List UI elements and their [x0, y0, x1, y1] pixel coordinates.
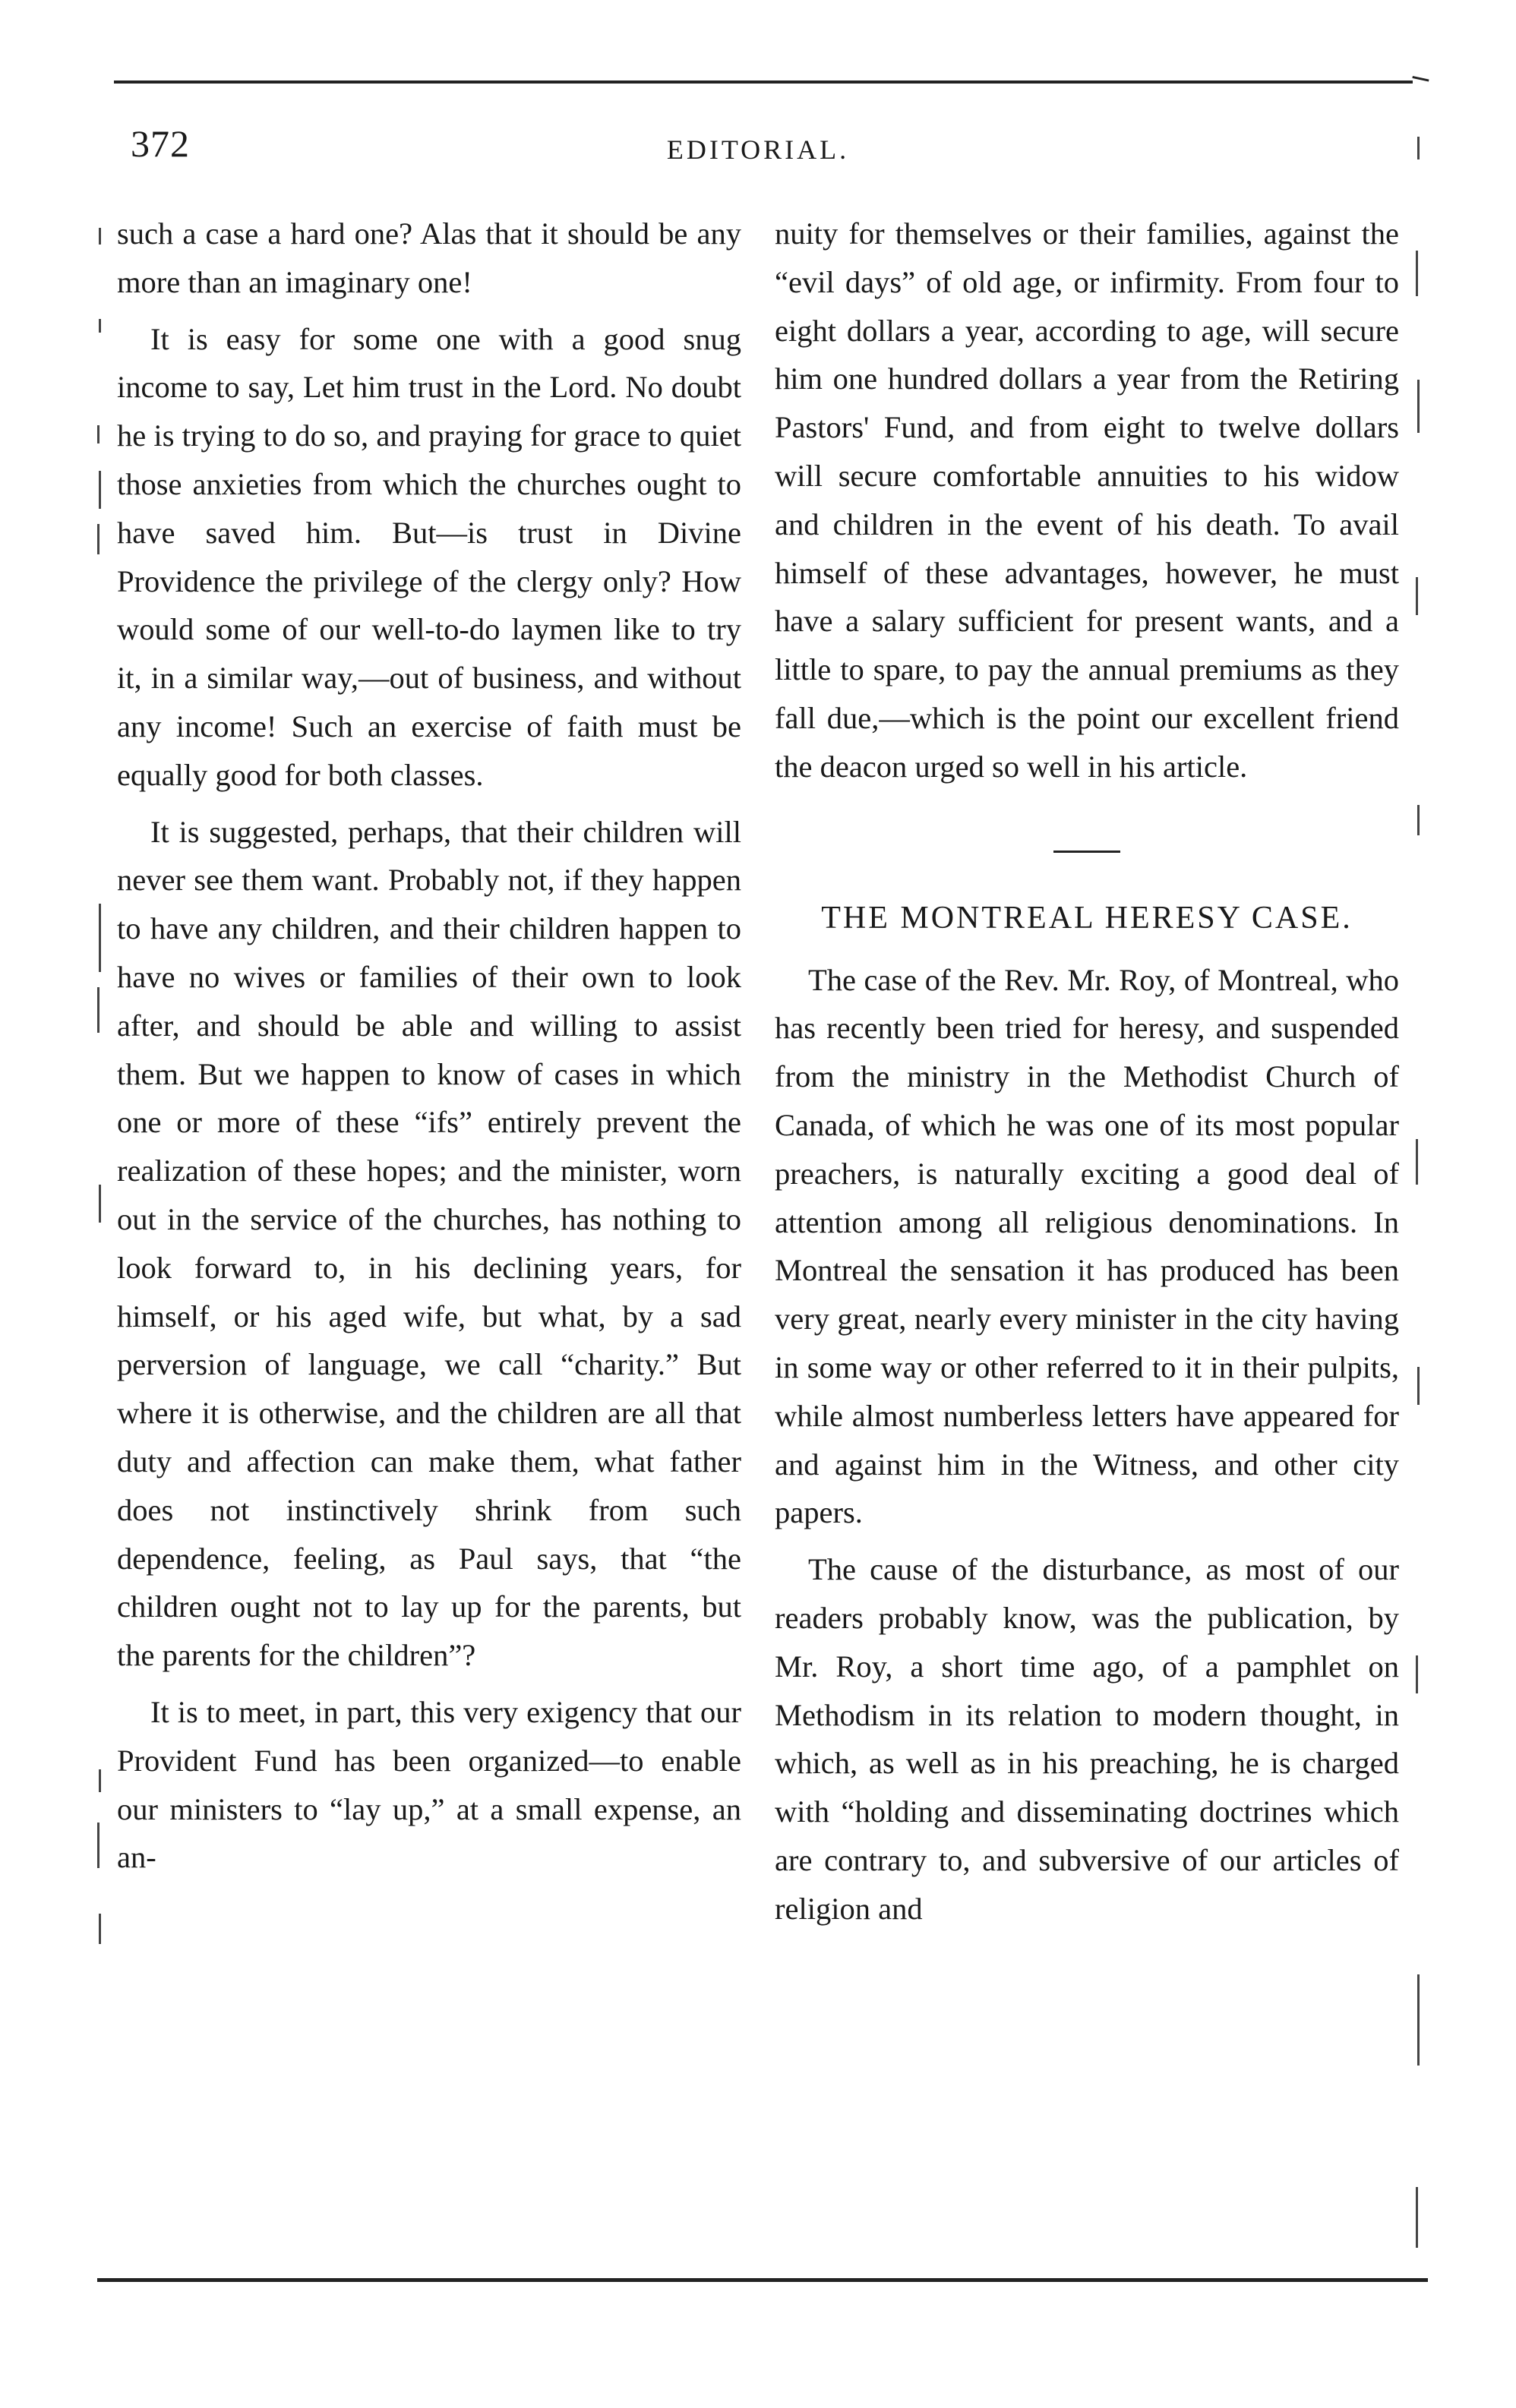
left-column	[117, 210, 741, 1882]
scan-mark	[99, 471, 101, 509]
scan-mark	[1417, 1974, 1420, 2066]
scan-mark	[97, 1823, 99, 1868]
scan-mark	[99, 1769, 101, 1792]
paragraph: such a case a hard one? Alas that it should be any more than an imaginary one!	[117, 216, 741, 299]
paragraph: The case of the Rev. Mr. Roy, of Montreal, who has recently been tried for heresy, and suspended from the ministry in the Methodist Church of Canada, of which he was one of its most popular preachers, is naturally exciting a good deal of attention among all religious denominations. In Montreal the sensation it has produced has been very great, nearly every minister in the city having in some way or other referred to it in their pulpits, while almost numberless letters have appeared for and against him in the Witness, and other city papers.	[775, 962, 1399, 1530]
section-divider	[1053, 851, 1120, 853]
scan-mark	[1416, 1655, 1418, 1693]
section-heading: THE MONTREAL HERESY CASE.	[821, 900, 1353, 936]
top-rule-flourish	[1410, 76, 1429, 92]
running-title: EDITORIAL.	[666, 134, 850, 165]
paragraph: It is easy for some one with a good snug income to say, Let him trust in the Lord. No doubt he is trying to do so, and praying for grace to quiet those anxieties from which the churches ought to have saved him. But—is trust in Divine Providence the privilege of the clergy only? How would some of our well-to-do laymen like to try it, in a similar way,—out of business, and without any income! Such an exercise of faith must be equally good for both classes.	[117, 321, 741, 792]
scan-mark	[1417, 805, 1420, 835]
scan-mark	[97, 987, 99, 1033]
paragraph: The cause of the disturbance, as most of our readers probably know, was the publication, by Mr. Roy, a short time ago, of a pamphlet on Methodism in its relation to modern thought, in which, as well as in his preaching, he is charged with “holding and disseminating doctrines which are contrary to, and subversive of our articles of religion and	[775, 1552, 1399, 1926]
scan-mark	[99, 319, 101, 333]
scan-mark	[1416, 577, 1418, 615]
scan-mark	[99, 1914, 101, 1944]
top-rule	[114, 80, 1413, 84]
right-column	[775, 210, 1399, 1933]
scan-mark	[1417, 380, 1420, 433]
bottom-rule	[97, 2278, 1428, 2282]
page-number: 372	[131, 122, 190, 165]
scan-mark	[1416, 1139, 1418, 1185]
scan-mark	[1416, 251, 1418, 296]
scan-mark	[1416, 2187, 1418, 2248]
scan-mark	[97, 425, 99, 443]
paragraph: It is suggested, perhaps, that their children will never see them want. Probably not, if they happen to have any children, and their children happen to have no wives or families of their own to look after, and should be able and willing to assist them. But we happen to know of cases in which one or more of these “ifs” entirely prevent the realization of these hopes; and the minister, worn out in the service of the churches, has nothing to look forward to, in his declining years, for himself, or his aged wife, but what, by a sad perversion of language, we call “charity.” But where it is otherwise, and the children are all that duty and affection can make them, what father does not instinctively shrink from such dependence, feeling, as Paul says, that “the children ought not to lay up for the parents, but the parents for the children”?	[117, 814, 741, 1673]
paragraph: It is to meet, in part, this very exigency that our Provident Fund has been organized—to enable our ministers to “lay up,” at a small expense, an an-	[117, 1694, 741, 1875]
scan-mark	[97, 524, 99, 554]
scan-mark	[1417, 1367, 1420, 1405]
page-header	[0, 122, 1516, 175]
scan-mark	[99, 228, 101, 245]
scan-mark	[99, 904, 101, 972]
paragraph: nuity for themselves or their families, against the “evil days” of old age, or infirmity. From four to eight dollars a year, according to age, will secure him one hundred dollars a year from the Retiring Pastors' Fund, and from eight to twelve dollars will secure comfortable annuities to his widow and children in the event of his death. To avail himself of these advantages, however, he must have a salary sufficient for present wants, and a little to spare, to pay the annual premiums as they fall due,—which is the point our excellent friend the deacon urged so well in his article.	[775, 216, 1399, 784]
scan-mark	[99, 1185, 101, 1223]
